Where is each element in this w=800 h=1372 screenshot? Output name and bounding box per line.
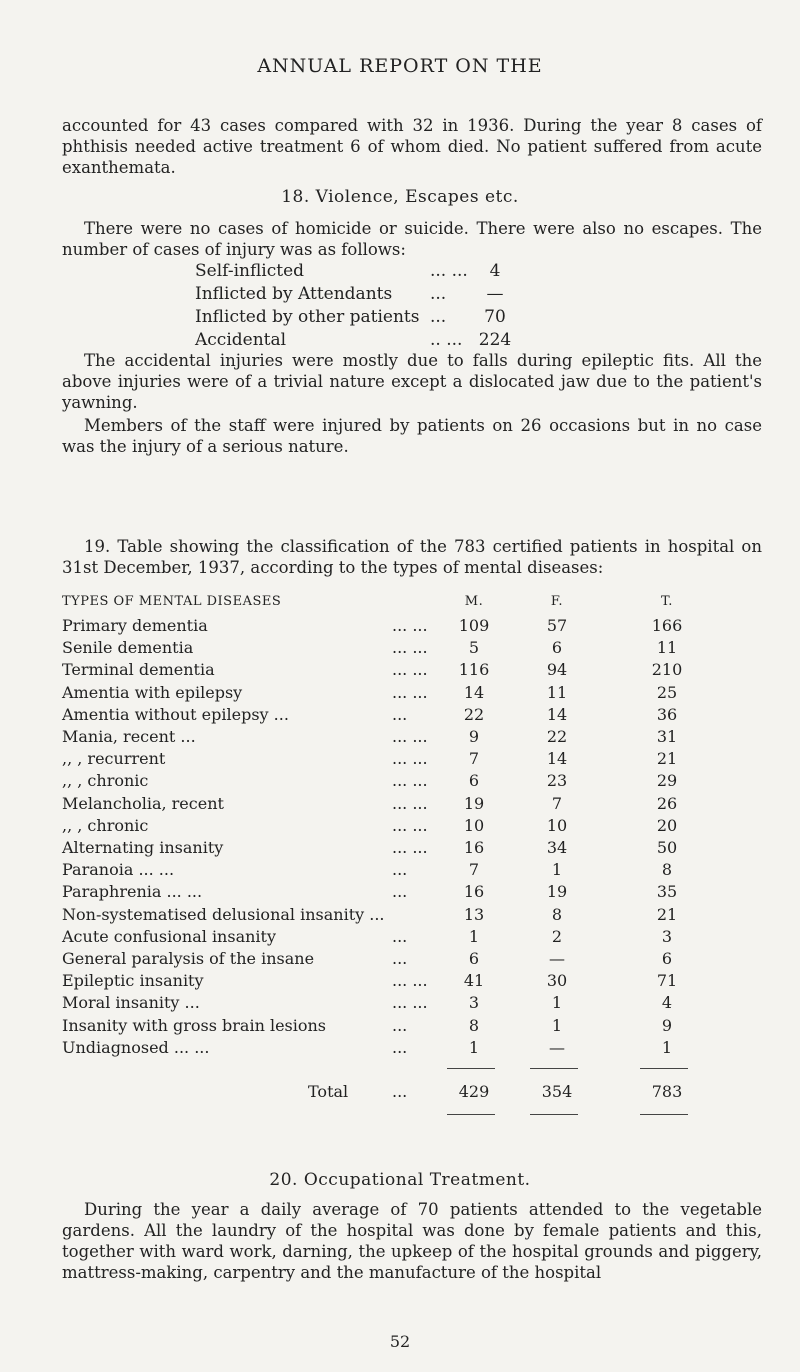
- row-dots: ... ...: [392, 638, 428, 657]
- row-dots: ...: [392, 1016, 408, 1035]
- injury-label: Accidental: [195, 330, 287, 350]
- table-row: [62, 705, 762, 727]
- column-header-male: M.: [464, 594, 484, 609]
- table-row: [62, 1016, 762, 1038]
- row-total: 31: [656, 727, 678, 746]
- row-male: 8: [468, 1016, 480, 1035]
- row-female: 7: [551, 794, 563, 813]
- row-female: 14: [546, 749, 568, 768]
- injury-value: 70: [484, 307, 506, 327]
- row-male: 3: [468, 993, 480, 1012]
- rule-total-top: [640, 1068, 688, 1069]
- row-female: 1: [551, 860, 563, 879]
- row-male: 7: [468, 749, 480, 768]
- row-type: Insanity with gross brain lesions: [62, 1016, 327, 1035]
- rule-female-top: [530, 1068, 578, 1069]
- injury-dots: ... ...: [430, 261, 468, 281]
- injury-row: [195, 330, 615, 352]
- row-female: 30: [546, 971, 568, 990]
- table-row: [62, 927, 762, 949]
- table-row: [62, 993, 762, 1015]
- rule-male-bottom: [447, 1114, 495, 1115]
- table-row: [62, 971, 762, 993]
- row-type: Acute confusional insanity: [62, 927, 276, 946]
- row-total: 26: [656, 794, 678, 813]
- row-male: 10: [463, 816, 485, 835]
- total-label: Total: [308, 1082, 349, 1101]
- row-dots: ... ...: [392, 749, 428, 768]
- row-type: Amentia without epilepsy ...: [62, 705, 289, 724]
- section-18-paragraph-2: The accidental injuries were mostly due to falls during epileptic fits. All the above injuries were of a trivial nature except a dislocated jaw due to the patient's yawning.: [62, 351, 762, 412]
- running-head: ANNUAL REPORT ON THE: [257, 55, 543, 77]
- row-dots: ... ...: [392, 727, 428, 746]
- row-total: 20: [656, 816, 678, 835]
- row-total: 6: [661, 949, 673, 968]
- rule-male-top: [447, 1068, 495, 1069]
- row-male: 22: [463, 705, 485, 724]
- row-male: 16: [463, 882, 485, 901]
- row-female: —: [549, 1038, 565, 1057]
- row-type: Moral insanity ...: [62, 993, 200, 1012]
- row-dots: ...: [392, 705, 408, 724]
- row-male: 6: [468, 771, 480, 790]
- rule-total-bottom: [640, 1114, 688, 1115]
- injury-row: [195, 307, 615, 329]
- row-dots: ...: [392, 927, 408, 946]
- row-total: 36: [656, 705, 678, 724]
- injury-label: Inflicted by other patients: [195, 307, 420, 327]
- row-dots: ... ...: [392, 838, 428, 857]
- row-total: 21: [656, 905, 678, 924]
- row-total: 50: [656, 838, 678, 857]
- row-type: Alternating insanity: [62, 838, 224, 857]
- row-female: 14: [546, 705, 568, 724]
- row-dots: ... ...: [392, 771, 428, 790]
- table-row: [62, 882, 762, 904]
- row-type: Amentia with epilepsy: [62, 683, 243, 702]
- section-18-paragraph-3: Members of the staff were injured by patients on 26 occasions but in no case was the injury of a serious nature.: [62, 416, 762, 456]
- row-female: 11: [546, 683, 568, 702]
- section-20-heading: 20. Occupational Treatment.: [269, 1170, 531, 1190]
- row-type: Paraphrenia ... ...: [62, 882, 203, 901]
- row-dots: ...: [392, 1038, 408, 1057]
- row-type: Mania, recent ...: [62, 727, 196, 746]
- table-row: [62, 616, 762, 638]
- row-type: Non-systematised delusional insanity ...: [62, 905, 385, 924]
- table-row: [62, 727, 762, 749]
- row-dots: ... ...: [392, 683, 428, 702]
- row-female: 1: [551, 993, 563, 1012]
- row-female: 2: [551, 927, 563, 946]
- section-18-intro: There were no cases of homicide or suicide. There were also no escapes. The number of cases of injury was as follows:: [62, 219, 762, 259]
- row-female: 23: [546, 771, 568, 790]
- table-row: [62, 949, 762, 971]
- row-male: 1: [468, 1038, 480, 1057]
- table-row: [62, 683, 762, 705]
- injury-label: Inflicted by Attendants: [195, 284, 393, 304]
- row-type: General paralysis of the insane: [62, 949, 315, 968]
- row-type: ,, , recurrent: [62, 749, 166, 768]
- intro-paragraph: accounted for 43 cases compared with 32 in 1936. During the year 8 cases of phthisis needed active treatment 6 of whom died. No patient suffered from acute exanthemata.: [62, 116, 762, 177]
- row-total: 71: [656, 971, 678, 990]
- injury-dots: .. ...: [430, 330, 463, 350]
- total-male: 429: [458, 1082, 490, 1101]
- row-male: 16: [463, 838, 485, 857]
- row-dots: ... ...: [392, 616, 428, 635]
- row-female: 34: [546, 838, 568, 857]
- row-female: 10: [546, 816, 568, 835]
- row-total: 210: [651, 660, 683, 679]
- injury-row: [195, 261, 615, 283]
- row-total: 166: [651, 616, 683, 635]
- row-dots: ...: [392, 949, 408, 968]
- row-female: 22: [546, 727, 568, 746]
- row-male: 109: [458, 616, 490, 635]
- table-row: [62, 1038, 762, 1060]
- injury-value: 224: [478, 330, 512, 350]
- row-male: 116: [458, 660, 490, 679]
- row-dots: ...: [392, 860, 408, 879]
- section-20-paragraph: During the year a daily average of 70 patients attended to the vegetable gardens. All the laundry of the hospital was done by female patients and this, together with ward work, darning, the upkeep of the hospital grounds and piggery, mattress-making, carpentry and the manufacture of the hospital: [62, 1200, 762, 1282]
- row-type: Senile dementia: [62, 638, 194, 657]
- row-female: 6: [551, 638, 563, 657]
- row-type: Paranoia ... ...: [62, 860, 175, 879]
- injury-row: [195, 284, 615, 306]
- row-type: Terminal dementia: [62, 660, 215, 679]
- table-row: [62, 838, 762, 860]
- injury-value: 4: [489, 261, 501, 281]
- row-type: Undiagnosed ... ...: [62, 1038, 210, 1057]
- column-header-female: F.: [550, 594, 564, 609]
- injury-value: —: [486, 284, 504, 304]
- row-female: —: [549, 949, 565, 968]
- row-total: 25: [656, 683, 678, 702]
- row-male: 7: [468, 860, 480, 879]
- row-dots: ... ...: [392, 660, 428, 679]
- row-total: 11: [656, 638, 678, 657]
- total-total: 783: [651, 1082, 683, 1101]
- row-male: 5: [468, 638, 480, 657]
- row-total: 1: [661, 1038, 673, 1057]
- row-male: 1: [468, 927, 480, 946]
- total-row: [62, 1082, 762, 1104]
- table-header: [62, 594, 762, 614]
- row-male: 9: [468, 727, 480, 746]
- row-total: 8: [661, 860, 673, 879]
- row-total: 29: [656, 771, 678, 790]
- row-dots: ... ...: [392, 794, 428, 813]
- row-dots: ...: [392, 882, 408, 901]
- row-type: Melancholia, recent: [62, 794, 224, 813]
- column-header-total: T.: [661, 594, 673, 609]
- row-female: 94: [546, 660, 568, 679]
- row-male: 14: [463, 683, 485, 702]
- section-19-intro: 19. Table showing the classification of the 783 certified patients in hospital on 31st December, 1937, according to the types of mental diseases:: [62, 537, 762, 577]
- table-row: [62, 816, 762, 838]
- table-row: [62, 860, 762, 882]
- row-total: 21: [656, 749, 678, 768]
- table-row: [62, 660, 762, 682]
- injury-label: Self-inflicted: [195, 261, 305, 281]
- table-row: [62, 794, 762, 816]
- row-male: 41: [463, 971, 485, 990]
- row-total: 3: [661, 927, 673, 946]
- row-male: 13: [463, 905, 485, 924]
- injury-dots: ...: [430, 284, 447, 304]
- row-dots: ... ...: [392, 816, 428, 835]
- row-type: Primary dementia: [62, 616, 208, 635]
- total-female: 354: [541, 1082, 573, 1101]
- row-type: ,, , chronic: [62, 816, 149, 835]
- table-row: [62, 638, 762, 660]
- row-total: 4: [661, 993, 673, 1012]
- total-dots: ...: [392, 1082, 408, 1101]
- table-row: [62, 749, 762, 771]
- page-number: 52: [389, 1332, 411, 1351]
- row-female: 19: [546, 882, 568, 901]
- row-total: 35: [656, 882, 678, 901]
- row-type: Epileptic insanity: [62, 971, 204, 990]
- section-18-heading: 18. Violence, Escapes etc.: [281, 187, 519, 207]
- table-row: [62, 771, 762, 793]
- row-female: 1: [551, 1016, 563, 1035]
- row-type: ,, , chronic: [62, 771, 149, 790]
- row-male: 19: [463, 794, 485, 813]
- row-female: 8: [551, 905, 563, 924]
- table-row: [62, 905, 762, 927]
- column-header-types: TYPES OF MENTAL DISEASES: [62, 594, 282, 609]
- injury-dots: ...: [430, 307, 447, 327]
- row-dots: ... ...: [392, 971, 428, 990]
- row-dots: ... ...: [392, 993, 428, 1012]
- row-female: 57: [546, 616, 568, 635]
- row-male: 6: [468, 949, 480, 968]
- rule-female-bottom: [530, 1114, 578, 1115]
- row-total: 9: [661, 1016, 673, 1035]
